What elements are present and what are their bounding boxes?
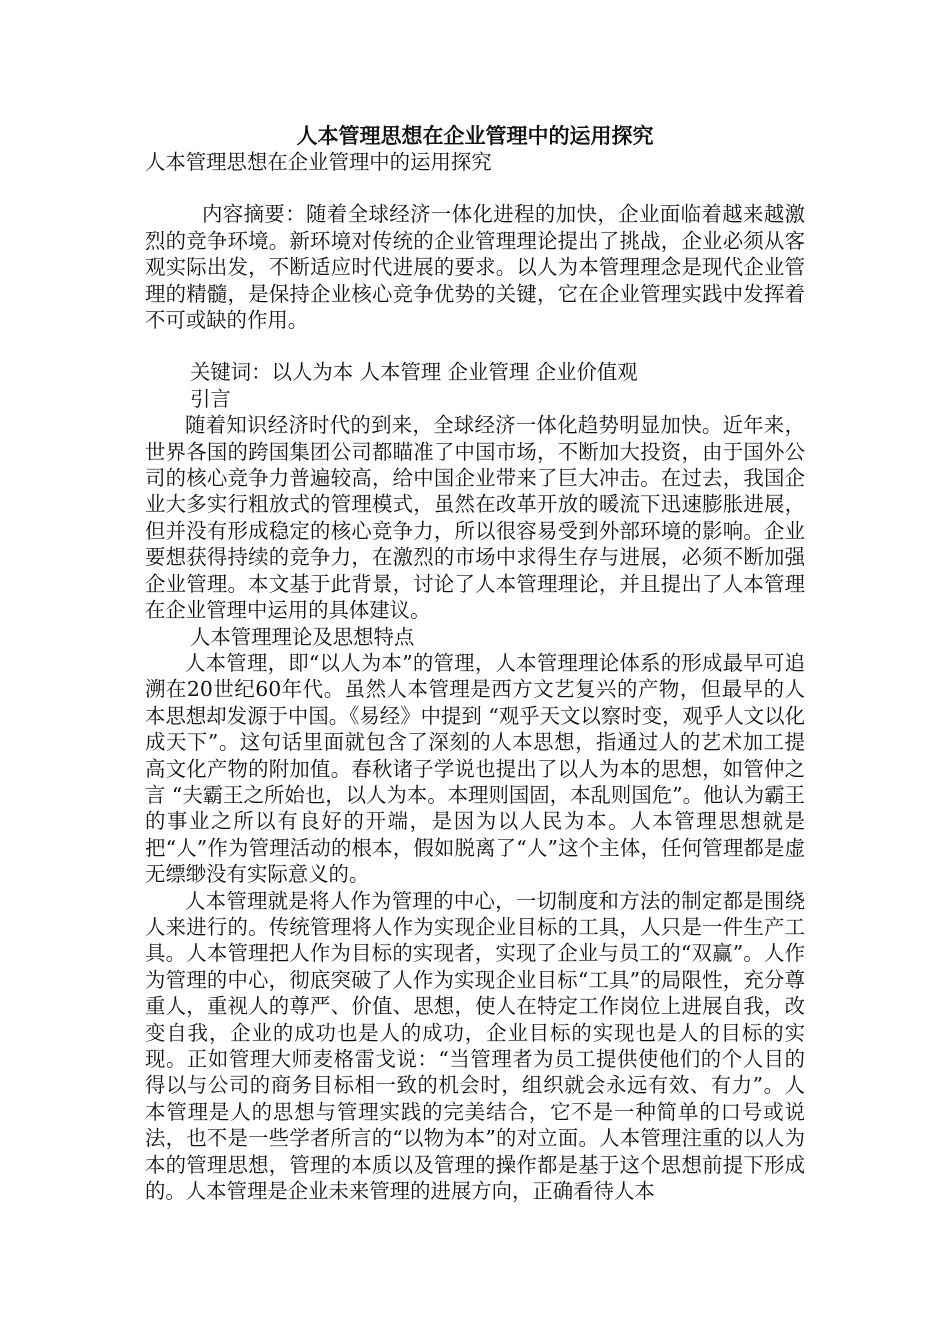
- document-body: [145, 149, 805, 1204]
- intro-heading: 引言: [190, 386, 231, 411]
- intro-paragraph: 随着知识经济时代的到来，全球经济一体化趋势明显加快。近年来，世界各国的跨国集团公司都瞄准了中国市场，不断加大投资，由于国外公司的核心竞争力普遍较高，给中国企业带来了巨大冲击。在过去，我国企业大多实行粗放式的管理模式，虽然在改革开放的暖流下迅速膨胀进展，但并没有形成稳定的核心竞争力，所以很容易受到外部环境的影响。企业要想获得持续的竞争力，在激烈的市场中求得生存与进展，必须不断加强企业管理。本文基于此背景，讨论了人本管理理论，并且提出了人本管理在企业管理中运用的具体建议。: [145, 413, 805, 623]
- body-paragraph: 人本管理，即“以人为本”的管理，人本管理理论体系的形成最早可追溯在20世纪60年代。虽然人本管理是西方文艺复兴的产物，但最早的人本思想却发源于中国。《易经》中提到 “观乎天文以察时变，观乎人文以化成天下”。这句话里面就包含了深刻的人本思想，指通过人的艺术加工提高文化产物的附加值。春秋诸子学说也提出了以人为本的思想，如管仲之言 “夫霸王之所始也，以人为本。本理则国固，本乱则国危”。他认为霸王的事业之所以有良好的开端，是因为以人民为本。人本管理思想就是把“人”作为管理活动的根本，假如脱离了“人”这个主体，任何管理都是虚无缥缈没有实际意义的。: [145, 650, 805, 887]
- keywords-line: 关键词：以人为本 人本管理 企业管理 企业价值观: [190, 360, 638, 385]
- section-heading: 人本管理理论及思想特点: [190, 624, 415, 649]
- document-subtitle: 人本管理思想在企业管理中的运用探究: [145, 150, 492, 174]
- abstract-paragraph: 内容摘要：随着全球经济一体化进程的加快，企业面临着越来越激烈的竞争环境。新环境对传统的企业管理理论提出了挑战，企业必须从客观实际出发，不断适应时代进展的要求。以人为本管理理念是现代企业管理的精髓，是保持企业核心竞争优势的关键，它在企业管理实践中发挥着不可或缺的作用。: [145, 202, 805, 333]
- body-paragraph: 人本管理就是将人作为管理的中心，一切制度和方法的制定都是围绕人来进行的。传统管理将人作为实现企业目标的工具，人只是一件生产工具。人本管理把人作为目标的实现者，实现了企业与员工的“双赢”。人作为管理的中心，彻底突破了人作为实现企业目标“工具”的局限性，充分尊重人，重视人的尊严、价值、思想，使人在特定工作岗位上进展自我，改变自我，企业的成功也是人的成功，企业目标的实现也是人的目标的实现。正如管理大师麦格雷戈说：“当管理者为员工提供使他们的个人目的得以与公司的商务目标相一致的机会时，组织就会永远有效、有力”。人本管理是人的思想与管理实践的完美结合，它不是一种简单的口号或说法，也不是一些学者所言的“以物为本”的对立面。人本管理注重的以人为本的管理思想，管理的本质以及管理的操作都是基于这个思想前提下形成的。人本管理是企业未来管理的进展方向，正确看待人本: [145, 888, 805, 1204]
- document-title: 人本管理思想在企业管理中的运用探究: [296, 124, 654, 148]
